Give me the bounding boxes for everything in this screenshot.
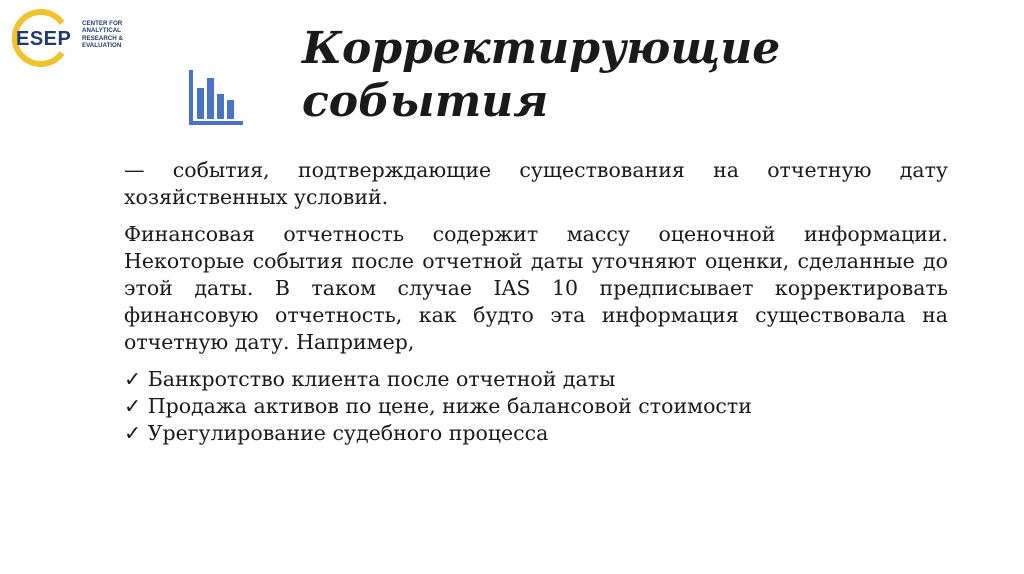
bar-chart-icon <box>185 66 245 128</box>
slide-body <box>124 157 948 447</box>
logo-tagline <box>82 20 154 50</box>
examples-list <box>124 366 948 447</box>
slide-title-line: события <box>302 76 549 127</box>
example-item: ✓ Продажа активов по цене, ниже балансовой стоимости <box>124 394 752 418</box>
explanation-paragraph: Финансовая отчетность содержит массу оценочной информации. Некоторые события после отчетной даты уточняют оценки, сделанные до этой даты. В таком случае IAS 10 предписывает корректировать финансовую отчетность, как будто эта информация существовала на отчетную дату. Например, <box>124 222 948 354</box>
esep-logo <box>10 9 150 67</box>
slide-title <box>302 22 1002 128</box>
logo-tagline-line: RESEARCH & <box>82 34 123 42</box>
definition-paragraph: — события, подтверждающие существования на отчетную дату хозяйственных условий. <box>124 158 948 209</box>
logo-tagline-line: CENTER FOR <box>82 20 123 27</box>
example-item: ✓ Урегулирование судебного процесса <box>124 421 549 445</box>
logo-tagline-line: EVALUATION <box>82 42 122 50</box>
logo-wordmark: ESEP <box>16 28 72 50</box>
logo-tagline-line: ANALYTICAL <box>82 27 121 35</box>
example-item: ✓ Банкротство клиента после отчетной даты <box>124 367 616 391</box>
slide-title-line: Корректирующие <box>302 23 781 74</box>
